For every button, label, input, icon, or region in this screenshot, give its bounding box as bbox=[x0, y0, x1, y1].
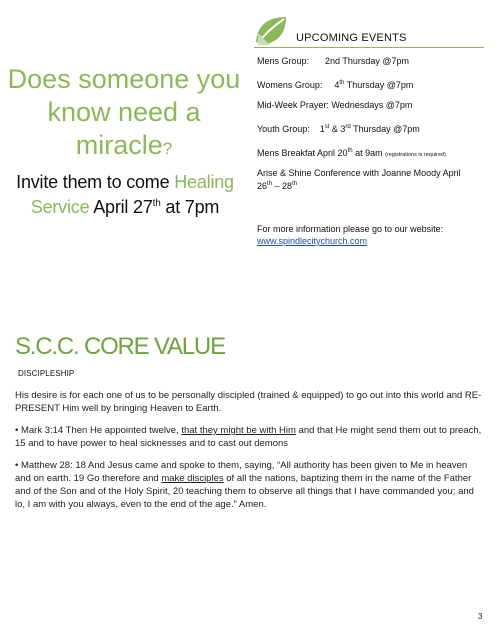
promo-headline bbox=[0, 63, 248, 165]
promo-headline-question-mark: ? bbox=[162, 139, 173, 158]
paragraph-text: and that He might send them out to preach, 15 and to have power to heal sicknesses and to cast out demons bbox=[15, 425, 482, 449]
event-rest: Thursday @7pm bbox=[350, 124, 420, 134]
paragraph-text: • Matthew 28: 18 And Jesus came and spoke to them, saying, “All authority has been given to Me in heaven and on earth. 19 Go therefore and bbox=[15, 460, 468, 484]
page-number: 3 bbox=[478, 612, 483, 621]
core-value-title: S.C.C. CORE VALUE bbox=[15, 333, 225, 360]
website-link[interactable]: www.spindlecitychurch.com bbox=[257, 236, 368, 246]
event-text: Mens Breakfat April 20 bbox=[257, 148, 348, 158]
core-paragraph-1: His desire is for each one of us to be personally discipled (trained & equipped) to go out into this world and RE-PRESENT Him well by bringing Heaven to Earth. bbox=[15, 390, 482, 414]
event-rest: at 9am bbox=[352, 148, 386, 158]
event-line1: Arise & Shine Conference with Joanne Moody April bbox=[257, 168, 461, 178]
leaf-logo-icon bbox=[254, 15, 288, 49]
core-paragraph-2 bbox=[15, 424, 485, 450]
events-divider bbox=[254, 47, 484, 48]
paragraph-text: of all the nations, baptizing them in the name of the Father and of the Son and of the Holy Spirit, 20 teaching them to observe all things that I have commanded you; and lo, I am with you always, even to the end of the age.” Amen. bbox=[15, 473, 474, 510]
event-sup: th bbox=[292, 181, 298, 187]
event-day-sup: rd bbox=[345, 124, 351, 130]
event-mens-group bbox=[257, 56, 482, 67]
event-rest: Thursday @7pm bbox=[344, 80, 414, 90]
events-website-row bbox=[257, 236, 482, 247]
invite-prefix: Invite them to come bbox=[16, 172, 175, 192]
event-label: Youth Group: bbox=[257, 124, 310, 134]
event-sup: th bbox=[347, 148, 353, 154]
events-heading: UPCOMING EVENTS bbox=[296, 32, 407, 44]
event-label: Mens Group: bbox=[257, 56, 310, 66]
event-youth-group bbox=[257, 122, 482, 135]
event-mid: & 3 bbox=[329, 124, 346, 134]
event-label: Womens Group: bbox=[257, 80, 323, 90]
event-day: 1 bbox=[319, 124, 325, 134]
event-conference bbox=[257, 168, 482, 192]
event-midweek-prayer: Mid-Week Prayer: Wednesdays @7pm bbox=[257, 100, 413, 110]
event-line2 bbox=[257, 179, 482, 192]
event-day: 26 bbox=[257, 181, 268, 191]
event-value: 2nd Thursday @7pm bbox=[325, 56, 410, 66]
invite-time: at 7pm bbox=[160, 197, 220, 217]
event-womens-group bbox=[257, 78, 482, 91]
event-note: (registrations is required) bbox=[385, 152, 446, 158]
event-day: 4 bbox=[334, 80, 340, 90]
invite-date: April 27 bbox=[89, 197, 153, 217]
paragraph-underlined: that they might be with Him bbox=[181, 425, 296, 436]
event-mens-breakfast bbox=[257, 146, 482, 161]
paragraph-underlined: make disciples bbox=[161, 473, 224, 484]
core-value-subtitle: DISCIPLESHIP bbox=[18, 369, 75, 378]
event-day-sup: th bbox=[339, 80, 345, 86]
core-paragraph-3 bbox=[15, 459, 485, 511]
events-more-info: For more information please go to our website: bbox=[257, 224, 444, 234]
event-day-sup: st bbox=[324, 124, 330, 130]
event-sup: th bbox=[267, 181, 273, 187]
promo-headline-text: Does someone you know need a miracle bbox=[7, 64, 241, 160]
invite-date-sup: th bbox=[152, 198, 161, 209]
paragraph-text: • Mark 3:14 Then He appointed twelve, bbox=[15, 425, 182, 436]
invite-highlight: Healing Service bbox=[30, 172, 234, 217]
promo-invite bbox=[10, 171, 240, 218]
event-mid: – 28 bbox=[272, 181, 293, 191]
